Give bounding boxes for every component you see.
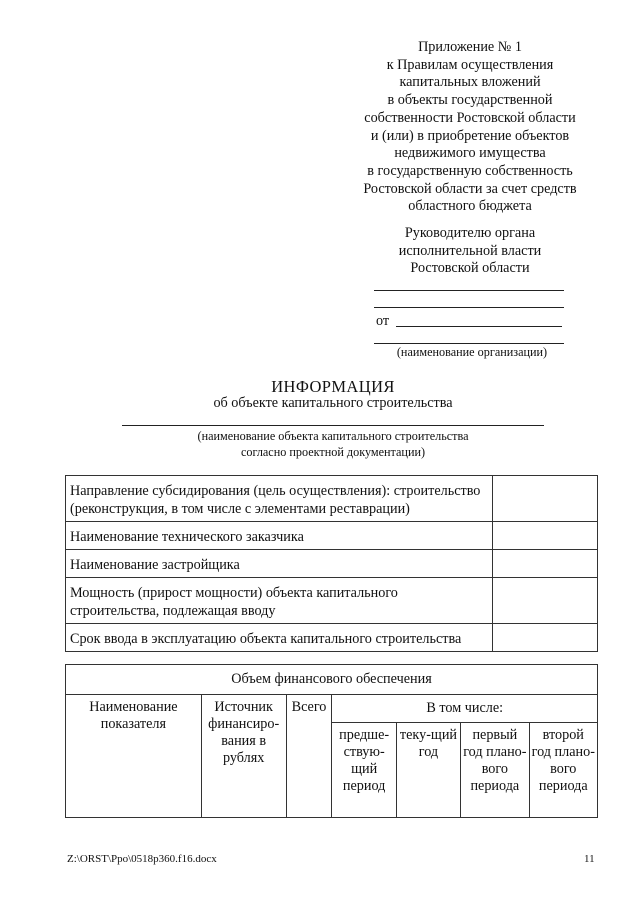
from-label: от: [376, 313, 390, 329]
addressee-line: Ростовской области: [410, 260, 530, 277]
annex-header: [348, 39, 592, 216]
annex-line: и (или) в приобретение объектов: [370, 127, 570, 144]
row-value-cell[interactable]: [493, 550, 598, 578]
annex-line: недвижимого имущества: [394, 145, 546, 162]
table-row: [66, 665, 598, 695]
finance-table: [65, 664, 598, 818]
row-label: Наименование технического заказчика: [66, 522, 493, 550]
addressee-line: исполнительной власти: [398, 242, 542, 259]
annex-line: в объекты государственной: [387, 92, 553, 109]
finance-title: Объем финансового обеспечения: [66, 665, 598, 695]
row-label: Срок ввода в эксплуатацию объекта капитального строительства: [66, 624, 493, 652]
annex-line: Приложение № 1: [418, 39, 522, 55]
object-caption: [90, 428, 576, 460]
from-row: [376, 312, 389, 330]
row-value-cell[interactable]: [493, 476, 598, 522]
col-source-header: Источник финансиро-вания в рублях: [201, 695, 286, 818]
object-info-table: [65, 475, 598, 652]
org-caption: (наименование организации): [396, 345, 548, 359]
annex-line: к Правилам осуществления: [386, 56, 554, 73]
table-row: [66, 550, 598, 578]
col-including-header: В том числе:: [332, 695, 598, 723]
annex-line: в государственную собственность: [367, 162, 573, 179]
annex-line: собственности Ростовской области: [364, 109, 576, 126]
document-title: ИНФОРМАЦИЯ: [271, 377, 395, 396]
annex-line: капитальных вложений: [399, 74, 541, 91]
object-name-line[interactable]: [122, 425, 544, 426]
table-row: [66, 695, 598, 723]
page-number: 11: [584, 853, 595, 865]
object-caption-line: согласно проектной документации): [240, 445, 426, 459]
table-row: [66, 578, 598, 624]
row-value-cell[interactable]: [493, 522, 598, 550]
row-value-cell[interactable]: [493, 578, 598, 624]
annex-line: Ростовской области за счет средств: [363, 180, 577, 197]
sub-col-header: первый год плано-вого периода: [461, 723, 529, 818]
sub-col-header: предше-ствую-щий период: [332, 723, 396, 818]
addressee-block: [348, 225, 592, 278]
row-label: Мощность (прирост мощности) объекта капитального строительства, подлежащая вводу: [66, 578, 493, 624]
document-subtitle: об объекте капитального строительства: [213, 395, 453, 411]
sub-col-header: второй год плано-вого периода: [529, 723, 597, 818]
fill-line-1[interactable]: [374, 290, 564, 291]
col-total-header: Всего: [286, 695, 332, 818]
fill-line-2[interactable]: [374, 307, 564, 308]
row-value-cell[interactable]: [493, 624, 598, 652]
footer-file-path: Z:\ORST\Ppo\0518p360.f16.docx: [67, 853, 217, 865]
object-caption-line: (наименование объекта капитального строительства: [197, 429, 469, 443]
from-fill-line[interactable]: [396, 326, 562, 327]
table-row: [66, 624, 598, 652]
annex-line: областного бюджета: [408, 198, 532, 215]
sub-col-header: теку-щий год: [396, 723, 460, 818]
row-label: Направление субсидирования (цель осуществления): строительство (реконструкция, в том числе с элементами реставрации): [66, 476, 493, 522]
table-row: [66, 476, 598, 522]
row-label: Наименование застройщика: [66, 550, 493, 578]
col-indicator-header: Наименование показателя: [66, 695, 202, 818]
table-row: [66, 522, 598, 550]
addressee-line: Руководителю органа: [404, 225, 536, 241]
